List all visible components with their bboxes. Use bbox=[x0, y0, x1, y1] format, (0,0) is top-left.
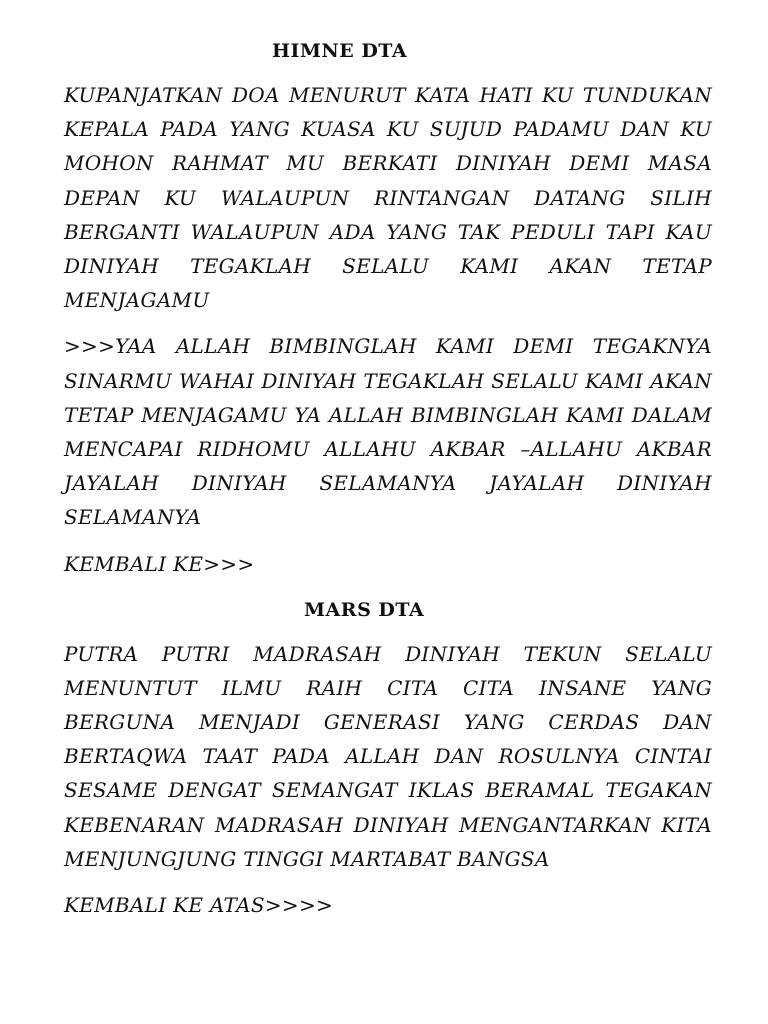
mars-back-link[interactable]: KEMBALI KE ATAS>>>> bbox=[64, 893, 334, 918]
document-page bbox=[64, 0, 712, 922]
himne-paragraph-2: >>>YAA ALLAH BIMBINGLAH KAMI DEMI TEGAKNYA SINARMU WAHAI DINIYAH TEGAKLAH SELALU KAMI AKAN TETAP MENJAGAMU YA ALLAH BIMBINGLAH KAMI DALAM MENCAPAI RIDHOMU ALLAHU AKBAR –ALLAHU AKBAR JAYALAH DINIYAH SELAMANYA JAYALAH DINIYAH SELAMANYA bbox=[64, 334, 712, 530]
himne-back-link[interactable]: KEMBALI KE>>> bbox=[64, 551, 255, 576]
himne-title: HIMNE DTA bbox=[272, 40, 408, 62]
himne-paragraph-1: KUPANJATKAN DOA MENURUT KATA HATI KU TUNDUKAN KEPALA PADA YANG KUASA KU SUJUD PADAMU DAN KU MOHON RAHMAT MU BERKATI DINIYAH DEMI MASA DEPAN KU WALAUPUN RINTANGAN DATANG SILIH BERGANTI WALAUPUN ADA YANG TAK PEDULI TAPI KAU DINIYAH TEGAKLAH SELALU KAMI AKAN TETAP MENJAGAMU bbox=[64, 83, 712, 313]
mars-paragraph-1: PUTRA PUTRI MADRASAH DINIYAH TEKUN SELALU MENUNTUT ILMU RAIH CITA CITA INSANE YANG BERGUNA MENJADI GENERASI YANG CERDAS DAN BERTAQWA TAAT PADA ALLAH DAN ROSULNYA CINTAI SESAME DENGAT SEMANGAT IKLAS BERAMAL TEGAKAN KEBENARAN MADRASAH DINIYAH MENGANTARKAN KITA MENJUNGJUNG TINGGI MARTABAT BANGSA bbox=[64, 641, 712, 871]
mars-title: MARS DTA bbox=[304, 598, 425, 621]
